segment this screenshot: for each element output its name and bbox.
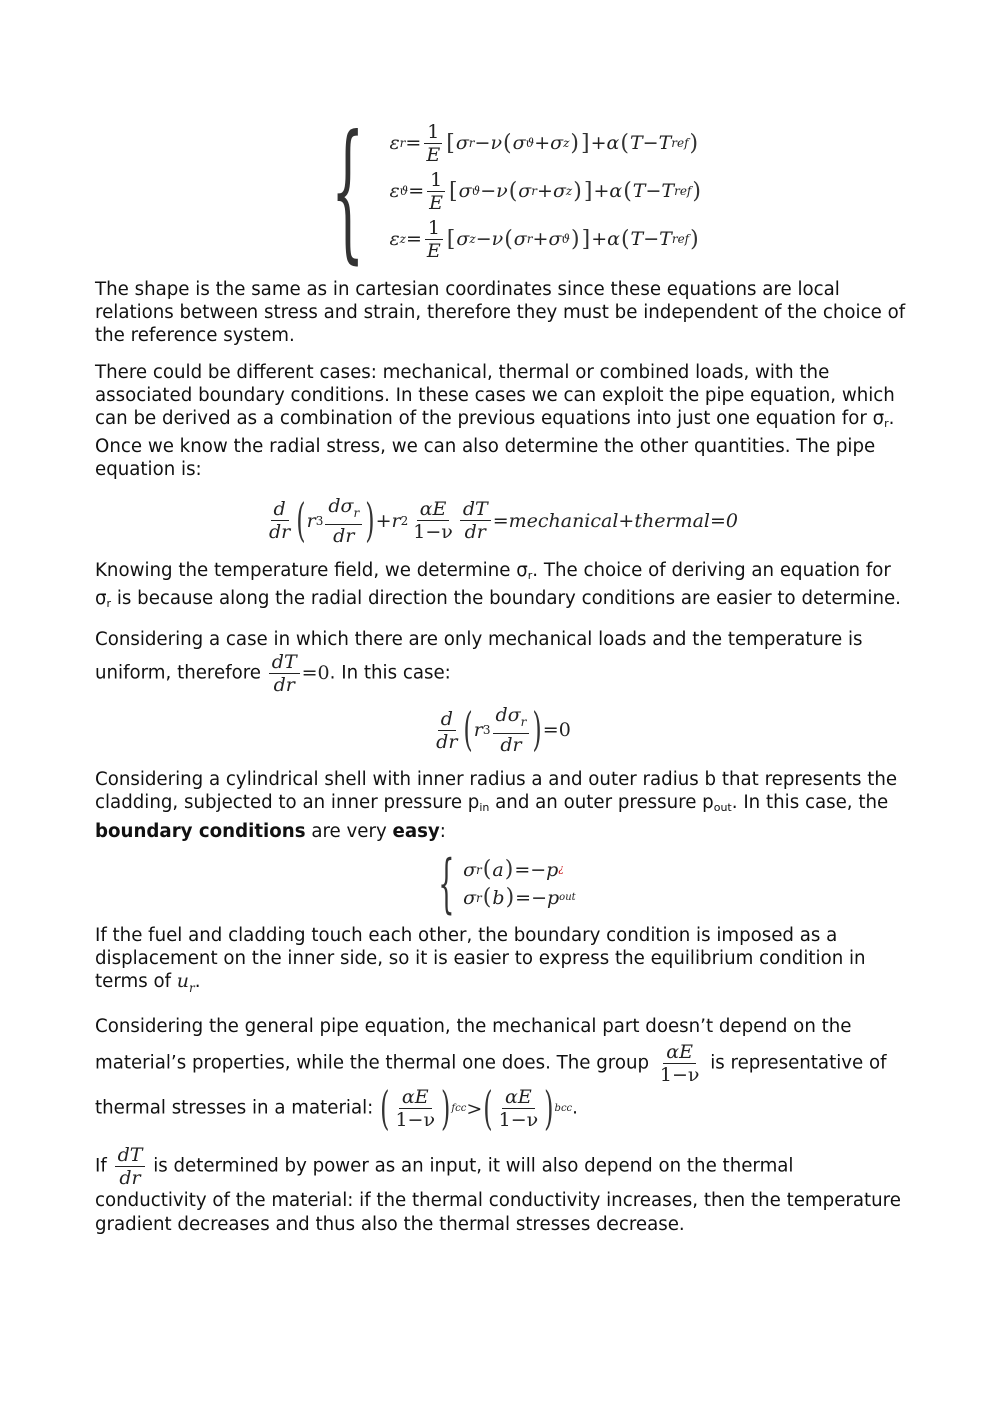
pipe-equation: $\frac{d}{dr}$ ( r 3 $\frac{d\sigma_r}{dr}$ ) + r 2 $\frac{\alpha E}{1-\nu}$ $\frac{dT}{dr}$ =mechanical+thermal=0 [269,494,738,548]
paragraph-power-input: If $\frac{dT}{dr}$ is determined by power as an input, it will also depend on the thermal conductivity of the material: if the thermal conductivity increases, then the temperature gradient decreases and thus also the thermal stresses decrease. [95,1144,901,1235]
boundary-conditions: { σ r ( a ) = − p ¿ σ r ( b ) = − p out [438,846,576,921]
paragraph-fuel-cladding: If the fuel and cladding touch each other, the boundary condition is imposed as a displacement on the inner side, so it is easier to express the equilibrium condition in terms of $u_r$. [95,924,866,996]
paragraph-temperature-field: Knowing the temperature field, we determine σr. The choice of deriving an equation for σr is because along the radial direction the boundary conditions are easier to determine. [95,559,901,610]
paragraph-general-pipe: Considering the general pipe equation, the mechanical part doesn’t depend on the material’s properties, while the thermal one does. The group $\frac{\alpha E}{1-\nu}$ is representative of thermal stresses in a material: ( $\frac{\alpha E}{1-\nu}$ ) fcc > ( $\frac{\alpha E}{1-\nu}$ ) bcc . [95,1016,887,1136]
paragraph-mechanical-loads: Considering a case in which there are only mechanical loads and the temperature is uniform, therefore $\frac{dT}{dr}$ =0 . In this case: [95,629,863,697]
constitutive-equations: { ε r = $\frac{1}{E}$ [ σ r − ν ( σ ϑ + σ z ) ] + α ( T − T ref ) ε ϑ = $\frac{1}{E}$ [ σ ϑ − ν ( σ r + σ z ) ] + α ( T − T ref ) ε z = $\frac{1}{E}$ [ σ z − ν ( σ r + σ ϑ ) ] + α ( T − T ref ) [331,104,701,278]
equation-epsilon-theta: ε ϑ = $\frac{1}{E}$ [ σ ϑ − ν ( σ r + σ z ) ] + α ( T − T ref ) [389,168,701,214]
paragraph-shape: The shape is the same as in cartesian coordinates since these equations are local relations between stress and strain, therefore they must be independent of the choice of the reference system. [95,279,906,347]
boundary-condition-inner: σ r ( a ) = − p ¿ [463,857,564,883]
equation-epsilon-z: ε z = $\frac{1}{E}$ [ σ z − ν ( σ r + σ ϑ ) ] + α ( T − T ref ) [389,216,699,262]
boundary-condition-outer: σ r ( b ) = − p out [463,885,576,911]
paragraph-cases: There could be different cases: mechanical, thermal or combined loads, with the associated boundary conditions. In these cases we can exploit the pipe equation, which can be derived as a combination of the previous equations into just one equation for σr. Once we know the radial stress, we can also determine the other quantities. The pipe equation is: [95,361,895,481]
paragraph-cylindrical-shell: Considering a cylindrical shell with inner radius a and outer radius b that represents the cladding, subjected to an inner pressure pin and an outer pressure pout. In this case, the boundary conditions are very easy: [95,769,898,842]
mechanical-equation: $\frac{d}{dr}$ ( r 3 $\frac{d\sigma_r}{dr}$ ) =0 [436,703,571,757]
equation-epsilon-r: ε r = $\frac{1}{E}$ [ σ r − ν ( σ ϑ + σ z ) ] + α ( T − T ref ) [389,120,699,166]
document-page [95,104,907,1249]
